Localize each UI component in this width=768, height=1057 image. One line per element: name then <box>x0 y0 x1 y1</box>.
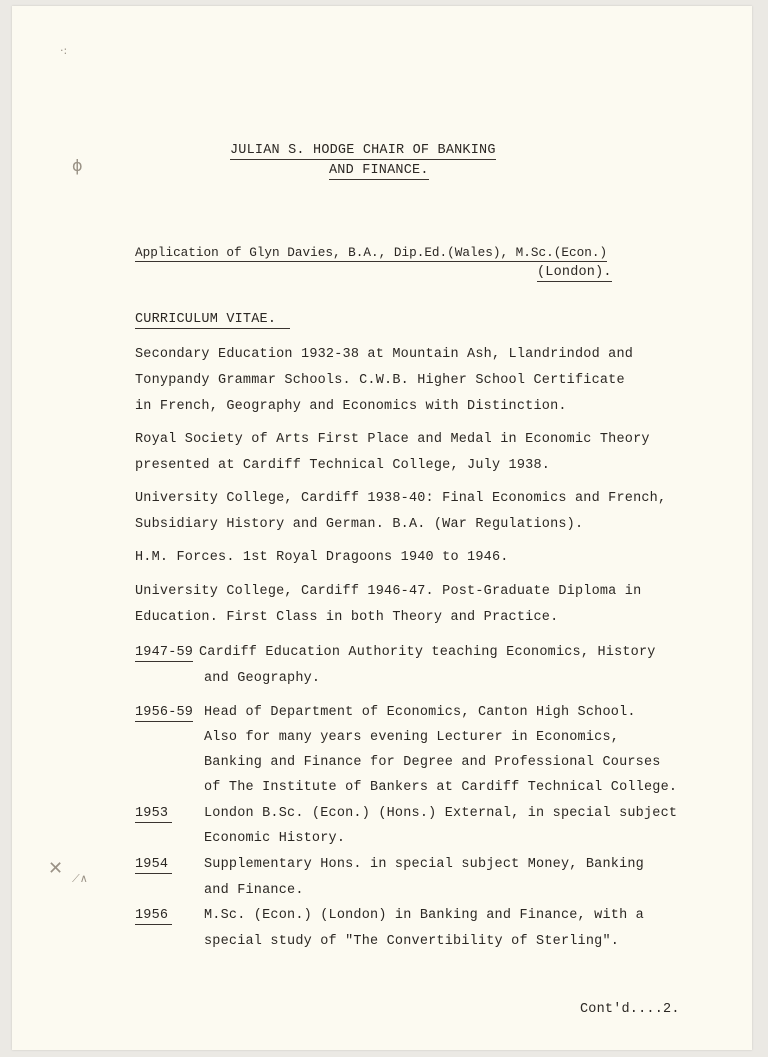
entry-year: 1954 <box>135 857 172 874</box>
entry-line: of The Institute of Bankers at Cardiff Technical College. <box>204 780 678 795</box>
pen-mark-icon: ✕ <box>48 858 64 879</box>
entry-year: 1956 <box>135 908 172 925</box>
entry-line: and Finance. <box>204 883 304 898</box>
paragraph-line: Tonypandy Grammar Schools. C.W.B. Higher School Certificate <box>135 373 625 388</box>
paragraph-line: University College, Cardiff 1938-40: Final Economics and French, <box>135 491 667 506</box>
pen-mark-icon: ⟋∧ <box>72 872 88 885</box>
document-page <box>12 6 752 1050</box>
entry-line: Banking and Finance for Degree and Professional Courses <box>204 755 661 770</box>
application-line-1: Application of Glyn Davies, B.A., Dip.Ed.(Wales), M.Sc.(Econ.) <box>135 245 608 260</box>
paragraph-line: presented at Cardiff Technical College, July 1938. <box>135 458 551 473</box>
entry-line: Supplementary Hons. in special subject Money, Banking <box>204 857 644 872</box>
entry-line: M.Sc. (Econ.) (London) in Banking and Finance, with a <box>204 908 644 923</box>
entry-line: special study of "The Convertibility of Sterling". <box>204 934 620 949</box>
paragraph-line: in French, Geography and Economics with Distinction. <box>135 399 567 414</box>
title-line-2: AND FINANCE. <box>329 163 429 178</box>
continuation-note: Cont'd....2. <box>580 1002 680 1017</box>
paragraph-line: Education. First Class in both Theory and Practice. <box>135 610 559 625</box>
paragraph-line: Secondary Education 1932-38 at Mountain Ash, Llandrindod and <box>135 347 634 362</box>
application-line-2: (London). <box>537 265 612 280</box>
entry-year: 1947-59 <box>135 645 194 660</box>
entry-line: London B.Sc. (Econ.) (Hons.) External, in special subject <box>204 806 678 821</box>
entry-line: Head of Department of Economics, Canton High School. <box>204 705 636 720</box>
entry-year: 1956-59 <box>135 705 194 720</box>
entry-line: Cardiff Education Authority teaching Economics, History <box>199 645 656 660</box>
paragraph-line: H.M. Forces. 1st Royal Dragoons 1940 to 1946. <box>135 550 509 565</box>
paragraph-line: University College, Cardiff 1946-47. Post-Graduate Diploma in <box>135 584 642 599</box>
entry-year: 1953 <box>135 806 172 823</box>
section-heading: CURRICULUM VITAE. <box>135 312 290 329</box>
entry-line: Also for many years evening Lecturer in Economics, <box>204 730 620 745</box>
entry-line: Economic History. <box>204 831 346 846</box>
entry-line: and Geography. <box>204 671 321 686</box>
paragraph-line: Royal Society of Arts First Place and Medal in Economic Theory <box>135 432 650 447</box>
pen-mark-icon: ɸ <box>72 156 83 175</box>
paragraph-line: Subsidiary History and German. B.A. (War Regulations). <box>135 517 584 532</box>
pen-mark-icon: ·: <box>60 44 68 57</box>
title-line-1: JULIAN S. HODGE CHAIR OF BANKING <box>230 143 496 158</box>
